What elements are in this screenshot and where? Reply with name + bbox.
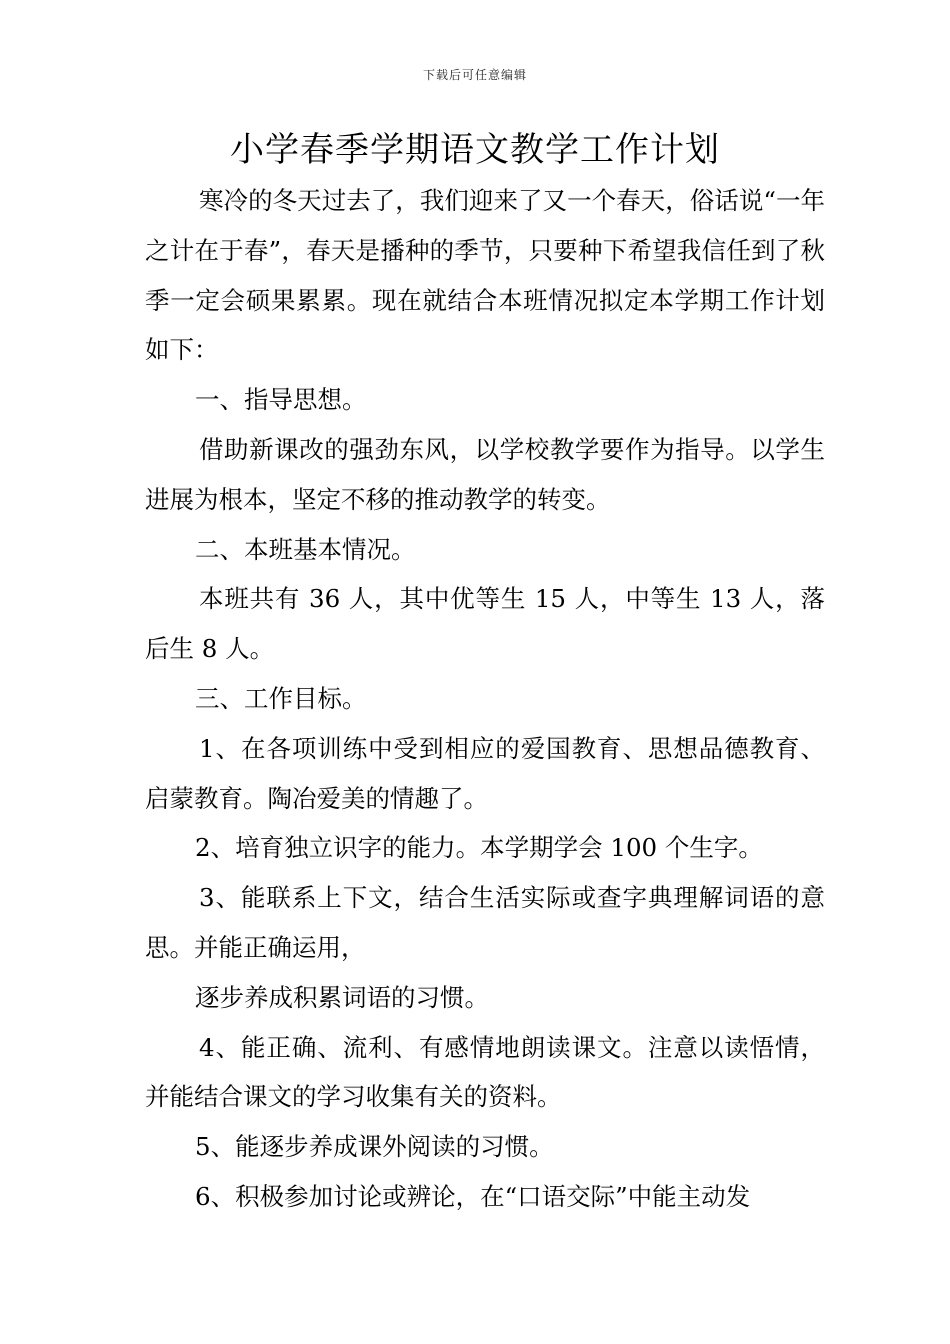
goal-item-1: 1、在各项训练中受到相应的爱国教育、思想品德教育、启蒙教育。陶冶爱美的情趣了。: [145, 733, 825, 813]
goal-item-5: 5、能逐步养成课外阅读的习惯。: [195, 1132, 554, 1162]
heading-guiding-thought: 一、指导思想。: [195, 385, 367, 415]
goal-item-3-continued: 逐步养成积累词语的习惯。: [195, 982, 489, 1012]
paragraph-class-situation: 本班共有 36 人，其中优等生 15 人，中等生 13 人，落后生 8 人。: [145, 584, 825, 664]
goal-item-3: 3、能联系上下文，结合生活实际或查字典理解词语的意思。并能正确运用，: [145, 883, 825, 962]
document-body: [145, 176, 825, 1222]
goal-item-6: 6、积极参加讨论或辨论，在“口语交际”中能主动发: [195, 1181, 751, 1211]
heading-class-situation: 二、本班基本情况。: [195, 534, 416, 564]
header-note: 下载后可任意编辑: [422, 68, 527, 82]
goal-item-2: 2、培育独立识字的能力。本学期学会 100 个生字。: [195, 833, 763, 863]
paragraph-intro: 寒冷的冬天过去了，我们迎来了又一个春天，俗话说“一年之计在于春”，春天是播种的季节，只要种下希望我信任到了秋季一定会硕果累累。现在就结合本班情况拟定本学期工作计划如下：: [145, 186, 825, 365]
heading-work-goals: 三、工作目标。: [195, 683, 367, 713]
paragraph-guiding-thought: 借助新课改的强劲东风，以学校教学要作为指导。以学生进展为根本，坚定不移的推动教学的转变。: [145, 434, 825, 514]
goal-item-4: 4、能正确、流利、有感情地朗读课文。注意以读悟情，并能结合课文的学习收集有关的资料。: [145, 1032, 825, 1112]
document-title: 小学春季学期语文教学工作计划: [230, 130, 720, 170]
